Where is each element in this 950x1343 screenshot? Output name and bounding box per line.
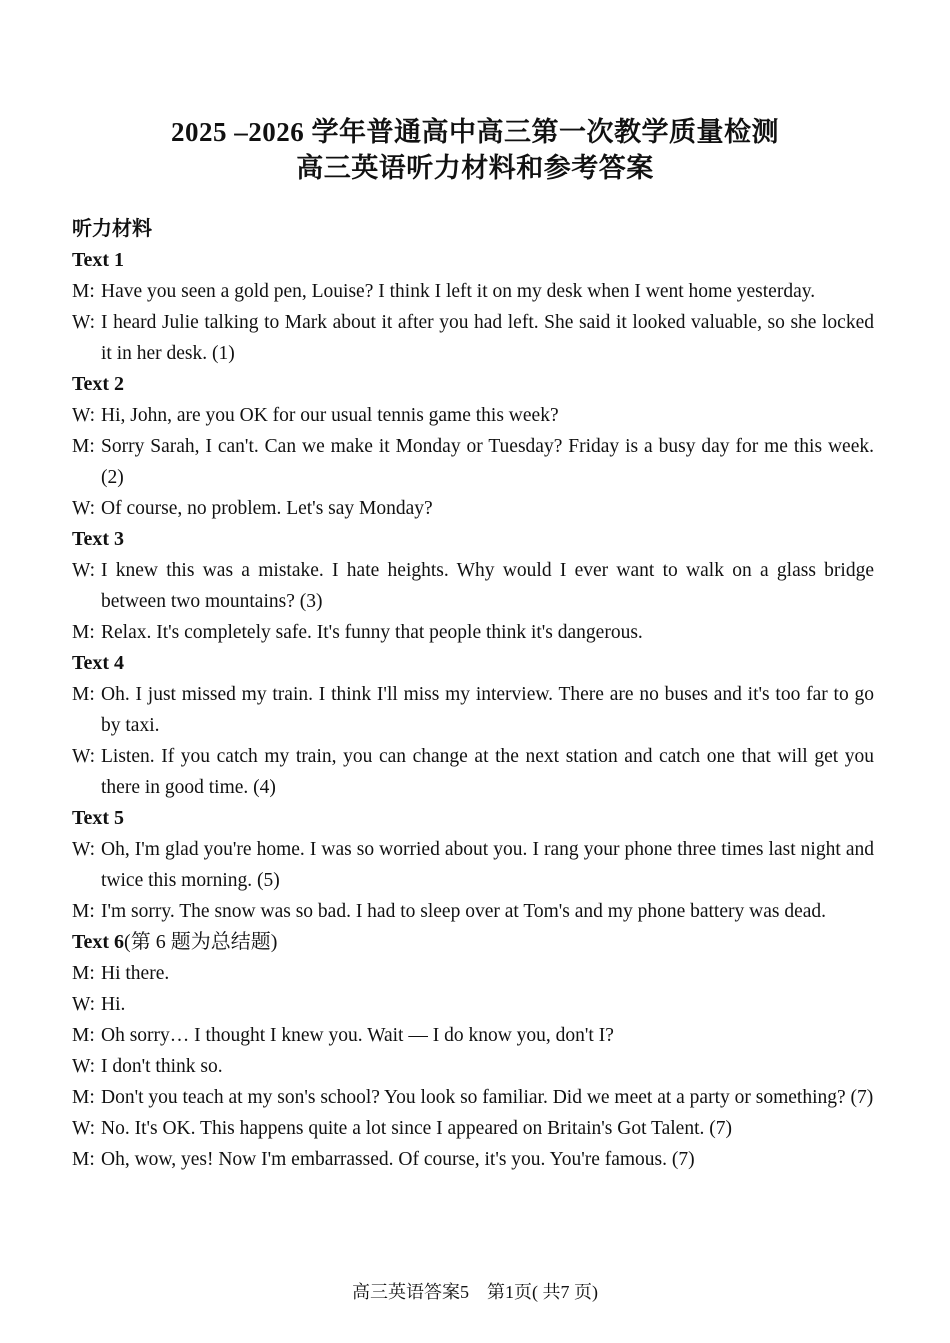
dialogue-line (72, 741, 874, 803)
text-heading-note: (第 6 题为总结题) (124, 931, 278, 953)
document-title: 2025 –2026 学年普通高中高三第一次教学质量检测 (171, 117, 779, 147)
dialogue-line (72, 679, 874, 741)
text-heading (72, 803, 874, 834)
speaker-label: M: (72, 684, 95, 705)
text-heading-label: Text 6 (72, 931, 125, 953)
speaker-label: W: (72, 839, 96, 860)
dialogue-text: I heard Julie talking to Mark about it after you had left. She said it looked valuable, so she locked it in her desk. (1) (101, 312, 874, 364)
text-heading (72, 245, 874, 276)
dialogue-text: Oh sorry… I thought I knew you. Wait — I do know you, don't I? (101, 1025, 614, 1046)
speaker-label: M: (72, 436, 95, 457)
page-footer: 高三英语答案5 第1页( 共7 页) (352, 1282, 598, 1302)
dialogue-text: Hi there. (101, 963, 170, 984)
speaker-label: W: (72, 1056, 96, 1077)
dialogue-line (72, 834, 874, 896)
text-heading (72, 369, 874, 400)
text-block (72, 524, 874, 648)
text-heading-label: Text 5 (72, 807, 125, 829)
dialogue-line (72, 958, 874, 989)
dialogue-line (72, 1051, 874, 1082)
section-heading: 听力材料 (72, 218, 152, 240)
text-block (72, 369, 874, 524)
dialogue-text: Oh, I'm glad you're home. I was so worried about you. I rang your phone three times last night and twice this morning. (5) (101, 839, 874, 891)
text-heading (72, 927, 874, 958)
speaker-label: M: (72, 963, 95, 984)
speaker-label: W: (72, 312, 96, 333)
dialogue-line (72, 1020, 874, 1051)
dialogue-text: Don't you teach at my son's school? You look so familiar. Did we meet at a party or something? (7) (101, 1087, 874, 1108)
text-heading-label: Text 1 (72, 249, 125, 271)
dialogue-text: Of course, no problem. Let's say Monday? (101, 498, 433, 519)
dialogue-line (72, 431, 874, 493)
dialogue-text: Hi. (101, 994, 126, 1015)
text-heading (72, 648, 874, 679)
speaker-label: W: (72, 746, 96, 767)
speaker-label: W: (72, 560, 96, 581)
text-heading (72, 524, 874, 555)
dialogue-text: I knew this was a mistake. I hate heights. Why would I ever want to walk on a glass bridge between two mountains? (3) (101, 560, 874, 612)
dialogue-text: Hi, John, are you OK for our usual tennis game this week? (101, 405, 559, 426)
speaker-label: W: (72, 405, 96, 426)
speaker-label: W: (72, 994, 96, 1015)
text-heading-label: Text 2 (72, 373, 125, 395)
text-block (72, 803, 874, 927)
document-subtitle: 高三英语听力材料和参考答案 (296, 153, 654, 183)
text-block (72, 927, 874, 1175)
dialogue-line (72, 896, 874, 927)
dialogue-line (72, 555, 874, 617)
dialogue-line (72, 276, 874, 307)
dialogue-text: Oh, wow, yes! Now I'm embarrassed. Of course, it's you. You're famous. (7) (101, 1149, 695, 1170)
listening-transcript (72, 214, 874, 1175)
dialogue-text: Listen. If you catch my train, you can change at the next station and catch one that will get you there in good time. (4) (101, 746, 874, 798)
dialogue-text: Oh. I just missed my train. I think I'll miss my interview. There are no buses and it's too far to go by taxi. (101, 684, 874, 736)
dialogue-line (72, 493, 874, 524)
speaker-label: W: (72, 498, 96, 519)
text-list (72, 245, 874, 1175)
text-heading-label: Text 4 (72, 652, 125, 674)
speaker-label: W: (72, 1118, 96, 1139)
speaker-label: M: (72, 1025, 95, 1046)
dialogue-line (72, 1113, 874, 1144)
text-block (72, 245, 874, 369)
speaker-label: M: (72, 1087, 95, 1108)
text-heading-label: Text 3 (72, 528, 125, 550)
dialogue-text: Sorry Sarah, I can't. Can we make it Monday or Tuesday? Friday is a busy day for me this week. (2) (101, 436, 874, 488)
dialogue-text: I'm sorry. The snow was so bad. I had to sleep over at Tom's and my phone battery was dead. (101, 901, 827, 922)
dialogue-line (72, 1144, 874, 1175)
dialogue-line (72, 307, 874, 369)
dialogue-line (72, 989, 874, 1020)
dialogue-line (72, 617, 874, 648)
dialogue-text: I don't think so. (101, 1056, 223, 1077)
speaker-label: M: (72, 901, 95, 922)
dialogue-line (72, 1082, 874, 1113)
dialogue-text: Relax. It's completely safe. It's funny that people think it's dangerous. (101, 622, 643, 643)
speaker-label: M: (72, 281, 95, 302)
speaker-label: M: (72, 622, 95, 643)
dialogue-line (72, 400, 874, 431)
speaker-label: M: (72, 1149, 95, 1170)
dialogue-text: Have you seen a gold pen, Louise? I think I left it on my desk when I went home yesterday. (101, 281, 816, 302)
text-block (72, 648, 874, 803)
dialogue-text: No. It's OK. This happens quite a lot since I appeared on Britain's Got Talent. (7) (101, 1118, 732, 1139)
